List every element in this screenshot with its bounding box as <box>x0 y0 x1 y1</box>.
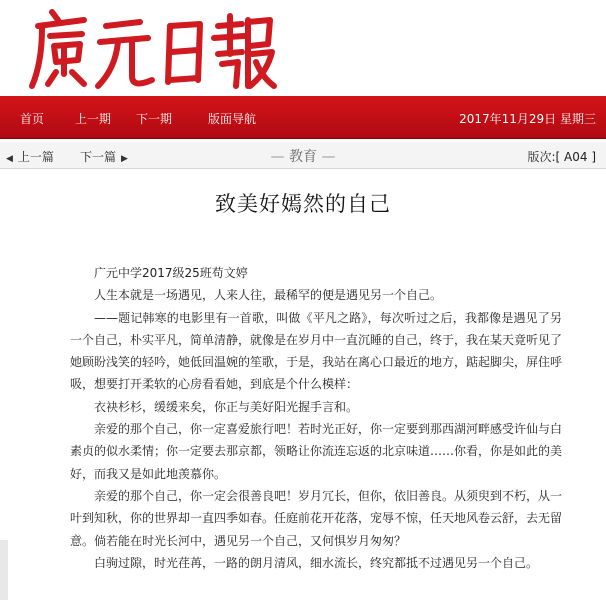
page-edge-divider <box>0 540 8 600</box>
nav-next-issue-link[interactable]: 下一期 <box>136 112 173 126</box>
top-nav-bar <box>0 96 606 139</box>
article-paragraph: 衣袂杉杉，缓缓来矣，你正与美好阳光握手言和。 <box>94 399 359 414</box>
article-paragraph: 亲爱的那个自己，你一定喜爱旅行吧！若时光正好，你一定要到那西湖河畔感受许仙与白素贞的似水柔情；你一定要去那京都，领略让你流连忘返的北京味道……你看，你是如此的美好，而我又是如此地羡慕你。 <box>70 422 563 481</box>
nav-prev-issue-link[interactable]: 上一期 <box>75 112 112 126</box>
section-name: 教育 <box>289 149 317 165</box>
nav-home-link[interactable]: 首页 <box>20 112 45 126</box>
article-body <box>70 262 562 574</box>
page-number: 版次:[ A04 ] <box>527 150 596 164</box>
article-toolbar <box>0 142 606 169</box>
article-paragraph: 亲爱的那个自己，你一定会很善良吧！岁月冗长，但你，依旧善良。从须臾到不朽，从一叶到知秋，你的世界却一直四季如春。任庭前花开花落，宠辱不惊，任天地风卷云舒，去无留意。倘若能在时光长河中，遇见另一个自己，又何惧岁月匆匆？ <box>70 488 563 548</box>
triangle-left-icon: ◀ <box>6 154 13 164</box>
article-author: 广元中学2017级25班苟文婷 <box>94 266 248 280</box>
issue-date: 2017年11月29日 星期三 <box>459 112 596 126</box>
triangle-right-icon: ▶ <box>121 154 128 164</box>
article-title: 致美好嫣然的自己 <box>215 192 391 216</box>
next-article-label: 下一篇 <box>80 150 117 164</box>
nav-page-navigation-link[interactable]: 版面导航 <box>208 112 257 126</box>
masthead <box>0 0 606 96</box>
section-label: — 教育 — <box>270 149 336 165</box>
newspaper-logo <box>28 6 278 92</box>
article-paragraph: 白驹过隙，时光荏苒，一路的朗月清风，细水流长，终究都抵不过遇见另一个自己。 <box>94 555 539 570</box>
article-paragraph: ——题记韩寒的电影里有一首歌，叫做《平凡之路》，每次听过之后，我都像是遇见了另一个自己，朴实平凡，简单清静，就像是在岁月中一直沉睡的自己，终于，我在某天竟听见了她顾盼浅笑的轻吟，她低回温婉的笙歌，于是，我站在离心口最近的地方，踮起脚尖，屏住呼吸，想要打开柔软的心房看看她，到底是个什么模样： <box>70 310 563 392</box>
article-paragraph: 人生本就是一场遇见，人来人往，最稀罕的便是遇见另一个自己。 <box>94 288 443 303</box>
prev-article-label: 上一篇 <box>17 150 54 164</box>
